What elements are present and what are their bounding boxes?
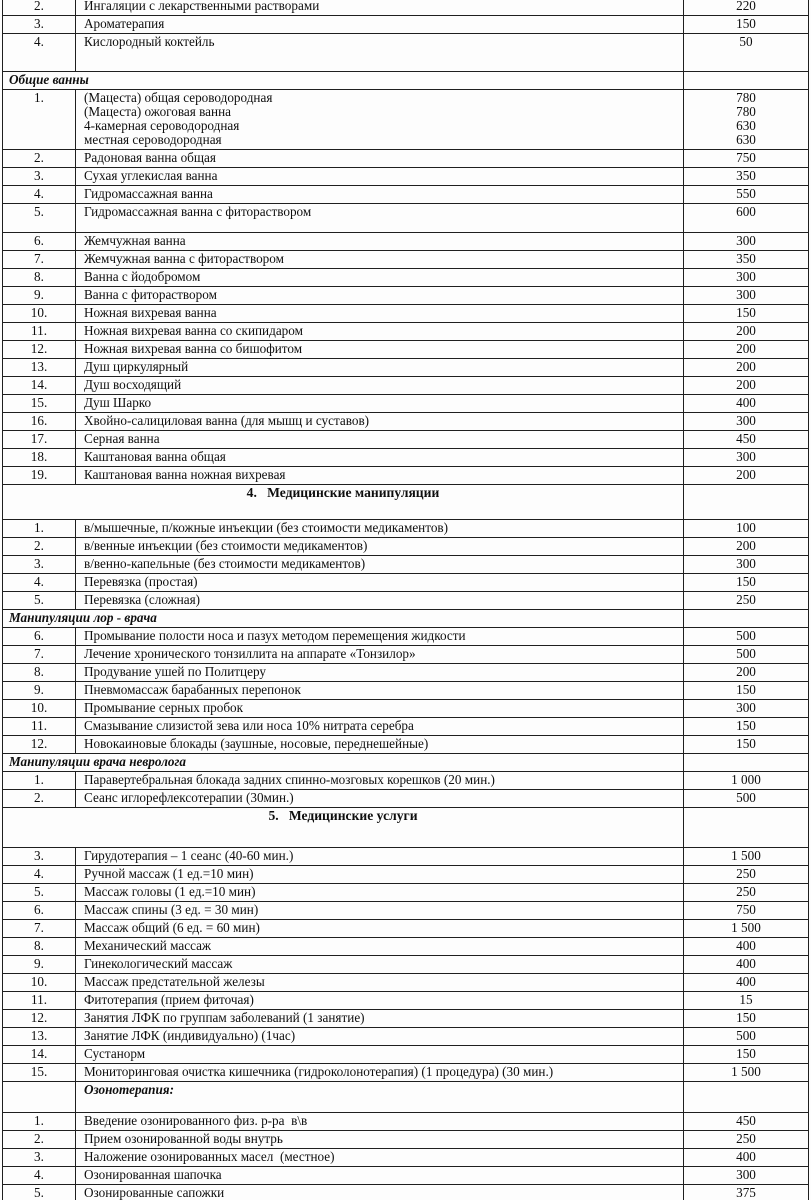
- table-row: [3, 1149, 809, 1167]
- service-name: Фитотерапия (прием фиточая): [76, 992, 684, 1010]
- service-price: 200: [684, 467, 809, 485]
- service-name: Жемчужная ванна: [76, 233, 684, 251]
- section-row: [3, 72, 809, 90]
- table-row: [3, 377, 809, 395]
- service-name: Ножная вихревая ванна: [76, 305, 684, 323]
- row-number: 4.: [3, 186, 76, 204]
- row-number: 15.: [3, 1064, 76, 1082]
- service-name-line: местная сероводородная: [84, 132, 222, 147]
- service-price-line: 780: [736, 104, 756, 119]
- row-number: 7.: [3, 646, 76, 664]
- service-price: 300: [684, 700, 809, 718]
- service-price: 150: [684, 16, 809, 34]
- table-row: [3, 16, 809, 34]
- table-row: [3, 974, 809, 992]
- service-name-line: 4-камерная сероводородная: [84, 118, 240, 133]
- service-name: Сустанорм: [76, 1046, 684, 1064]
- table-row: [3, 902, 809, 920]
- row-number: 18.: [3, 449, 76, 467]
- row-number: 5.: [3, 1185, 76, 1200]
- service-name: Массаж общий (6 ед. = 60 мин): [76, 920, 684, 938]
- subsection-label: Озонотерапия:: [76, 1082, 684, 1113]
- service-name: Каштановая ванна общая: [76, 449, 684, 467]
- service-price: 150: [684, 736, 809, 754]
- row-number: 6.: [3, 902, 76, 920]
- price-cell-empty: [684, 1082, 809, 1113]
- heading-row: [3, 485, 809, 520]
- service-price: 200: [684, 341, 809, 359]
- service-name: Душ Шарко: [76, 395, 684, 413]
- table-row: [3, 305, 809, 323]
- service-price: 300: [684, 449, 809, 467]
- row-number: 3.: [3, 1149, 76, 1167]
- service-name: Занятие ЛФК (индивидуально) (1час): [76, 1028, 684, 1046]
- table-row: [3, 884, 809, 902]
- row-number: 1.: [3, 520, 76, 538]
- service-price: 100: [684, 520, 809, 538]
- row-number: 12.: [3, 736, 76, 754]
- service-name: Пневмомассаж барабанных перепонок: [76, 682, 684, 700]
- service-price: 400: [684, 956, 809, 974]
- table-row: [3, 938, 809, 956]
- service-price: 220: [684, 0, 809, 16]
- price-table-body: [3, 0, 809, 1200]
- row-number: 3.: [3, 556, 76, 574]
- row-number: 2.: [3, 150, 76, 168]
- table-row: [3, 1064, 809, 1082]
- section-row: [3, 610, 809, 628]
- row-number: 11.: [3, 718, 76, 736]
- service-name: Гинекологический массаж: [76, 956, 684, 974]
- service-name: Перевязка (простая): [76, 574, 684, 592]
- table-row: [3, 592, 809, 610]
- row-number: 9.: [3, 682, 76, 700]
- price-cell-empty: [684, 72, 809, 90]
- service-price: 400: [684, 938, 809, 956]
- service-price: 200: [684, 664, 809, 682]
- row-number: 12.: [3, 341, 76, 359]
- service-price: 600: [684, 204, 809, 233]
- table-row: [3, 269, 809, 287]
- table-row: [3, 556, 809, 574]
- service-price: [684, 90, 809, 150]
- service-name: Паравертебральная блокада задних спинно-мозговых корешков (20 мин.): [76, 772, 684, 790]
- table-row: [3, 467, 809, 485]
- table-row: [3, 1028, 809, 1046]
- service-name: Смазывание слизистой зева или носа 10% нитрата серебра: [76, 718, 684, 736]
- service-price: 400: [684, 1149, 809, 1167]
- section-label: Общие ванны: [3, 72, 684, 90]
- table-row: [3, 186, 809, 204]
- row-number: 8.: [3, 938, 76, 956]
- service-price: 750: [684, 150, 809, 168]
- row-number: 16.: [3, 413, 76, 431]
- service-price-line: 630: [736, 118, 756, 133]
- table-row: [3, 168, 809, 186]
- service-price: 300: [684, 556, 809, 574]
- service-name: Жемчужная ванна с фитораствором: [76, 251, 684, 269]
- row-number: 7.: [3, 920, 76, 938]
- row-number: 1.: [3, 1113, 76, 1131]
- row-number: 6.: [3, 628, 76, 646]
- service-name: Ванна с йодобромом: [76, 269, 684, 287]
- table-row: [3, 1185, 809, 1200]
- table-row: [3, 1167, 809, 1185]
- service-name: Озонированные сапожки: [76, 1185, 684, 1200]
- row-number: 2.: [3, 0, 76, 16]
- table-row: [3, 449, 809, 467]
- service-name: Ингаляции с лекарственными растворами: [76, 0, 684, 16]
- service-price: 300: [684, 287, 809, 305]
- service-name: Промывание серных пробок: [76, 700, 684, 718]
- service-name-line: (Мацеста) общая сероводородная: [84, 90, 273, 105]
- row-number: 8.: [3, 269, 76, 287]
- row-number: 4.: [3, 574, 76, 592]
- table-row: [3, 956, 809, 974]
- row-number: 11.: [3, 992, 76, 1010]
- service-price: 300: [684, 269, 809, 287]
- service-price: 250: [684, 866, 809, 884]
- table-row: [3, 664, 809, 682]
- service-price: 750: [684, 902, 809, 920]
- service-price: 500: [684, 628, 809, 646]
- table-row: [3, 413, 809, 431]
- table-row: [3, 341, 809, 359]
- service-name: Новокаиновые блокады (заушные, носовые, переднешейные): [76, 736, 684, 754]
- service-name: Наложение озонированных масел (местное): [76, 1149, 684, 1167]
- service-price: 550: [684, 186, 809, 204]
- row-number: 7.: [3, 251, 76, 269]
- service-name: Ароматерапия: [76, 16, 684, 34]
- table-row: [3, 1046, 809, 1064]
- table-row: [3, 150, 809, 168]
- table-row: [3, 251, 809, 269]
- table-row: [3, 866, 809, 884]
- row-number: 13.: [3, 359, 76, 377]
- table-row: [3, 90, 809, 150]
- section-label: Манипуляции врача невролога: [3, 754, 684, 772]
- service-price: 300: [684, 233, 809, 251]
- row-number: 4.: [3, 34, 76, 72]
- table-row: [3, 682, 809, 700]
- service-name: Занятия ЛФК по группам заболеваний (1 занятие): [76, 1010, 684, 1028]
- table-row: [3, 431, 809, 449]
- table-row: [3, 790, 809, 808]
- table-row: [3, 287, 809, 305]
- service-name: [76, 90, 684, 150]
- service-name: Массаж предстательной железы: [76, 974, 684, 992]
- service-name: Ножная вихревая ванна со бишофитом: [76, 341, 684, 359]
- service-price: 250: [684, 884, 809, 902]
- row-number: 13.: [3, 1028, 76, 1046]
- service-name: Промывание полости носа и пазух методом перемещения жидкости: [76, 628, 684, 646]
- service-price: 250: [684, 1131, 809, 1149]
- heading-row: [3, 808, 809, 848]
- service-name-line: (Мацеста) ожоговая ванна: [84, 104, 231, 119]
- service-price: 150: [684, 718, 809, 736]
- section-heading: 4. Медицинские манипуляции: [3, 485, 684, 520]
- service-price: 150: [684, 1010, 809, 1028]
- service-price: 200: [684, 323, 809, 341]
- table-row: [3, 233, 809, 251]
- service-price: 500: [684, 790, 809, 808]
- service-name: Ручной массаж (1 ед.=10 мин): [76, 866, 684, 884]
- table-row: [3, 772, 809, 790]
- table-row: [3, 1131, 809, 1149]
- service-name: Серная ванна: [76, 431, 684, 449]
- service-name: Прием озонированной воды внутрь: [76, 1131, 684, 1149]
- table-row: [3, 700, 809, 718]
- subsection-row: [3, 1082, 809, 1113]
- table-row: [3, 359, 809, 377]
- service-price: 375: [684, 1185, 809, 1200]
- service-price-line: 630: [736, 132, 756, 147]
- service-price: 50: [684, 34, 809, 72]
- row-number: 15.: [3, 395, 76, 413]
- row-number: 9.: [3, 956, 76, 974]
- service-price: 1 500: [684, 848, 809, 866]
- service-name: Озонированная шапочка: [76, 1167, 684, 1185]
- row-number: 1.: [3, 772, 76, 790]
- section-heading: 5. Медицинские услуги: [3, 808, 684, 848]
- table-row: [3, 1113, 809, 1131]
- table-row: [3, 574, 809, 592]
- service-price: 1 500: [684, 920, 809, 938]
- row-number: 4.: [3, 866, 76, 884]
- service-name: Сеанс иглорефлексотерапии (30мин.): [76, 790, 684, 808]
- row-number: 5.: [3, 592, 76, 610]
- service-price: 450: [684, 431, 809, 449]
- table-row: [3, 34, 809, 72]
- table-row: [3, 736, 809, 754]
- service-name: Мониторинговая очистка кишечника (гидроколонотерапия) (1 процедура) (30 мин.): [76, 1064, 684, 1082]
- row-number: 2.: [3, 538, 76, 556]
- table-row: [3, 992, 809, 1010]
- service-name: Перевязка (сложная): [76, 592, 684, 610]
- row-number: 19.: [3, 467, 76, 485]
- service-name: Введение озонированного физ. р-ра в\в: [76, 1113, 684, 1131]
- service-price: 400: [684, 974, 809, 992]
- service-name: Радоновая ванна общая: [76, 150, 684, 168]
- service-price: 200: [684, 359, 809, 377]
- table-row: [3, 538, 809, 556]
- price-cell-empty: [684, 485, 809, 520]
- service-price: 200: [684, 538, 809, 556]
- price-cell-empty: [684, 754, 809, 772]
- service-price: 300: [684, 1167, 809, 1185]
- service-name: Каштановая ванна ножная вихревая: [76, 467, 684, 485]
- service-name: Механический массаж: [76, 938, 684, 956]
- row-number: 3.: [3, 848, 76, 866]
- row-number: 9.: [3, 287, 76, 305]
- row-number: 5.: [3, 884, 76, 902]
- service-name: Лечение хронического тонзиллита на аппарате «Тонзилор»: [76, 646, 684, 664]
- section-row: [3, 754, 809, 772]
- row-number: 3.: [3, 168, 76, 186]
- table-row: [3, 520, 809, 538]
- service-name: Ножная вихревая ванна со скипидаром: [76, 323, 684, 341]
- service-price: 1 000: [684, 772, 809, 790]
- service-name: Хвойно-салициловая ванна (для мышц и суставов): [76, 413, 684, 431]
- row-number: 10.: [3, 305, 76, 323]
- row-number: 14.: [3, 377, 76, 395]
- service-price: 150: [684, 305, 809, 323]
- row-number: 5.: [3, 204, 76, 233]
- service-name: Гидромассажная ванна: [76, 186, 684, 204]
- row-number: 14.: [3, 1046, 76, 1064]
- service-price: 1 500: [684, 1064, 809, 1082]
- service-price: 150: [684, 682, 809, 700]
- service-price: 500: [684, 646, 809, 664]
- service-price: 350: [684, 168, 809, 186]
- service-price-line: 780: [736, 90, 756, 105]
- row-number: 4.: [3, 1167, 76, 1185]
- row-number: 10.: [3, 700, 76, 718]
- service-name: Массаж спины (3 ед. = 30 мин): [76, 902, 684, 920]
- row-number: 6.: [3, 233, 76, 251]
- service-name: в/венные инъекции (без стоимости медикаментов): [76, 538, 684, 556]
- table-row: [3, 323, 809, 341]
- service-price: 300: [684, 413, 809, 431]
- table-row: [3, 395, 809, 413]
- service-name: в/венно-капельные (без стоимости медикаментов): [76, 556, 684, 574]
- section-label: Манипуляции лор - врача: [3, 610, 684, 628]
- service-name: Гидромассажная ванна с фитораствором: [76, 204, 684, 233]
- service-price: 350: [684, 251, 809, 269]
- row-number: 11.: [3, 323, 76, 341]
- row-number: 2.: [3, 790, 76, 808]
- service-name: Продувание ушей по Политцеру: [76, 664, 684, 682]
- row-number: 12.: [3, 1010, 76, 1028]
- service-price: 15: [684, 992, 809, 1010]
- service-price: 250: [684, 592, 809, 610]
- price-cell-empty: [684, 610, 809, 628]
- service-name: Душ восходящий: [76, 377, 684, 395]
- service-name: Ванна с фитораствором: [76, 287, 684, 305]
- table-row: [3, 920, 809, 938]
- service-price: 400: [684, 395, 809, 413]
- service-name: Массаж головы (1 ед.=10 мин): [76, 884, 684, 902]
- service-name: Сухая углекислая ванна: [76, 168, 684, 186]
- table-row: [3, 0, 809, 16]
- service-name: Кислородный коктейль: [76, 34, 684, 72]
- service-name: Гирудотерапия – 1 сеанс (40-60 мин.): [76, 848, 684, 866]
- table-row: [3, 204, 809, 233]
- service-name: Душ циркулярный: [76, 359, 684, 377]
- row-number: 17.: [3, 431, 76, 449]
- table-row: [3, 1010, 809, 1028]
- row-number: 8.: [3, 664, 76, 682]
- service-price: 200: [684, 377, 809, 395]
- row-number-empty: [3, 1082, 76, 1113]
- price-cell-empty: [684, 808, 809, 848]
- table-row: [3, 646, 809, 664]
- price-list-table: [2, 0, 809, 1200]
- service-price: 500: [684, 1028, 809, 1046]
- row-number: 10.: [3, 974, 76, 992]
- table-row: [3, 848, 809, 866]
- table-row: [3, 628, 809, 646]
- service-price: 150: [684, 1046, 809, 1064]
- row-number: 2.: [3, 1131, 76, 1149]
- service-name: в/мышечные, п/кожные инъекции (без стоимости медикаментов): [76, 520, 684, 538]
- service-price: 150: [684, 574, 809, 592]
- row-number: 3.: [3, 16, 76, 34]
- service-price: 450: [684, 1113, 809, 1131]
- row-number: 1.: [3, 90, 76, 150]
- table-row: [3, 718, 809, 736]
